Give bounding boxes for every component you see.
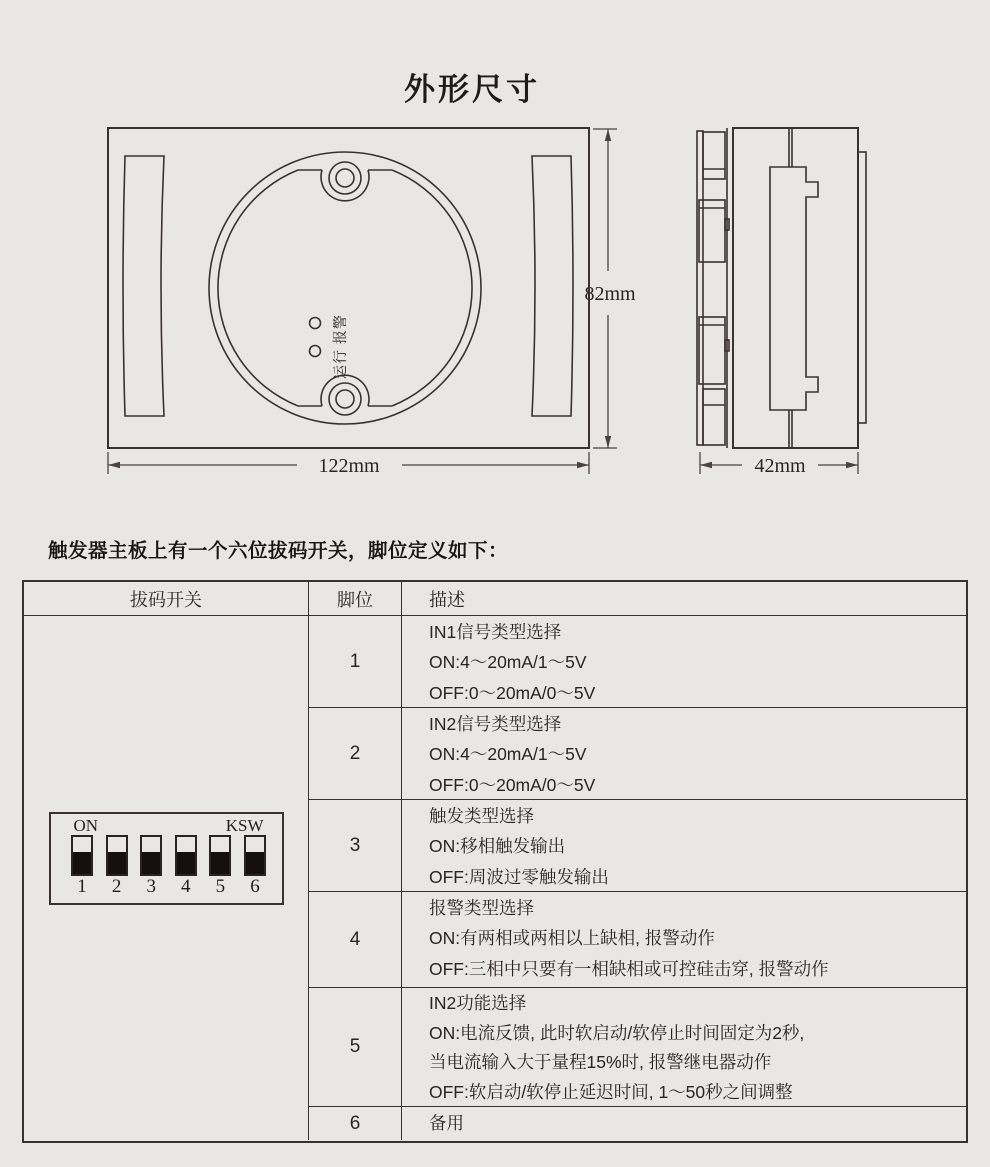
dip-switch-5 [207, 835, 234, 898]
run-led [310, 346, 321, 357]
depth-dimension-label: 42mm [754, 455, 806, 477]
pin-description: 触发类型选择 ON:移相触发输出 OFF:周波过零触发输出 [429, 806, 609, 887]
table-row [309, 708, 966, 800]
switch-number: 1 [77, 875, 87, 897]
dip-switch-2 [103, 835, 130, 898]
switch-lever [140, 835, 162, 876]
height-dimension-label: 82mm [584, 283, 636, 305]
header-description: 描述 [429, 589, 465, 610]
table-row [309, 1107, 966, 1140]
mounting-circle-inner-left [218, 170, 298, 406]
switch-number: 4 [181, 875, 191, 897]
led-labels: 运行 报警 [332, 314, 348, 379]
front-view-drawing [105, 127, 645, 479]
switch-lever [175, 835, 197, 876]
pin-description: IN2信号类型选择 ON:4～20mA/1～5V OFF:0～20mA/0～5V [429, 714, 596, 795]
screw-hole-bottom [329, 383, 361, 415]
dip-model-label: KSW [225, 815, 264, 835]
screw-boss-top [321, 170, 369, 201]
table-row [309, 616, 966, 708]
height-dimension [584, 129, 636, 448]
side-view-drawing [690, 127, 890, 479]
dip-switch-1 [69, 835, 96, 898]
intro-text: 触发器主板上有一个六位拔码开关，脚位定义如下： [48, 540, 509, 562]
alarm-led [310, 318, 321, 329]
pin-number: 2 [309, 708, 402, 799]
terminal-blocks [697, 131, 729, 445]
depth-dimension [700, 452, 858, 477]
mounting-circle-inner-right [392, 170, 472, 406]
dip-switch-cell [24, 616, 309, 1140]
switch-lever [244, 835, 266, 876]
table-row [309, 988, 966, 1107]
pin-number: 5 [309, 988, 402, 1106]
device-front-outline [108, 128, 589, 448]
din-rail-tab [858, 152, 866, 423]
switch-number: 6 [250, 875, 260, 897]
width-dimension-label: 122mm [318, 455, 380, 477]
pin-number: 1 [309, 616, 402, 707]
screw-hole-top [329, 162, 361, 194]
table-header-row [24, 582, 966, 616]
header-switch: 拔码开关 [24, 582, 309, 615]
pin-number: 4 [309, 892, 402, 987]
inner-slot [770, 167, 818, 410]
header-pin: 脚位 [309, 582, 402, 615]
switch-number: 3 [146, 875, 156, 897]
pin-number: 6 [309, 1107, 402, 1140]
dip-switch-4 [172, 835, 199, 898]
width-dimension [108, 452, 589, 477]
dip-switch-3 [138, 835, 165, 898]
left-slot [123, 156, 164, 416]
switch-number: 2 [111, 875, 122, 897]
switch-number: 5 [215, 875, 226, 897]
page-title: 外形尺寸 [404, 72, 540, 107]
pin-description: 报警类型选择 ON:有两相或两相以上缺相, 报警动作 OFF:三相中只要有一相缺相或可控硅击穿, 报警动作 [429, 898, 829, 979]
switch-lever [106, 835, 128, 876]
dip-switch-table [22, 580, 968, 1143]
table-row [309, 800, 966, 892]
dip-on-label: ON [73, 815, 99, 835]
pin-number: 3 [309, 800, 402, 891]
pin-description: IN1信号类型选择 ON:4～20mA/1～5V OFF:0～20mA/0～5V [429, 622, 596, 703]
switch-lever [209, 835, 231, 876]
dip-switch-graphic [49, 812, 284, 905]
device-side-outline [697, 128, 866, 448]
pin-description: 备用 [429, 1113, 464, 1133]
right-slot [532, 156, 573, 416]
switch-lever [71, 835, 93, 876]
pin-description: IN2功能选择 ON:电流反馈, 此时软启动/软停止时间固定为2秒, 当电流输入大于量程15%时, 报警继电器动作 OFF:软启动/软停止延迟时间, 1～50秒之间调整 [429, 993, 805, 1102]
table-row [309, 892, 966, 988]
dip-switch-6 [241, 835, 268, 898]
